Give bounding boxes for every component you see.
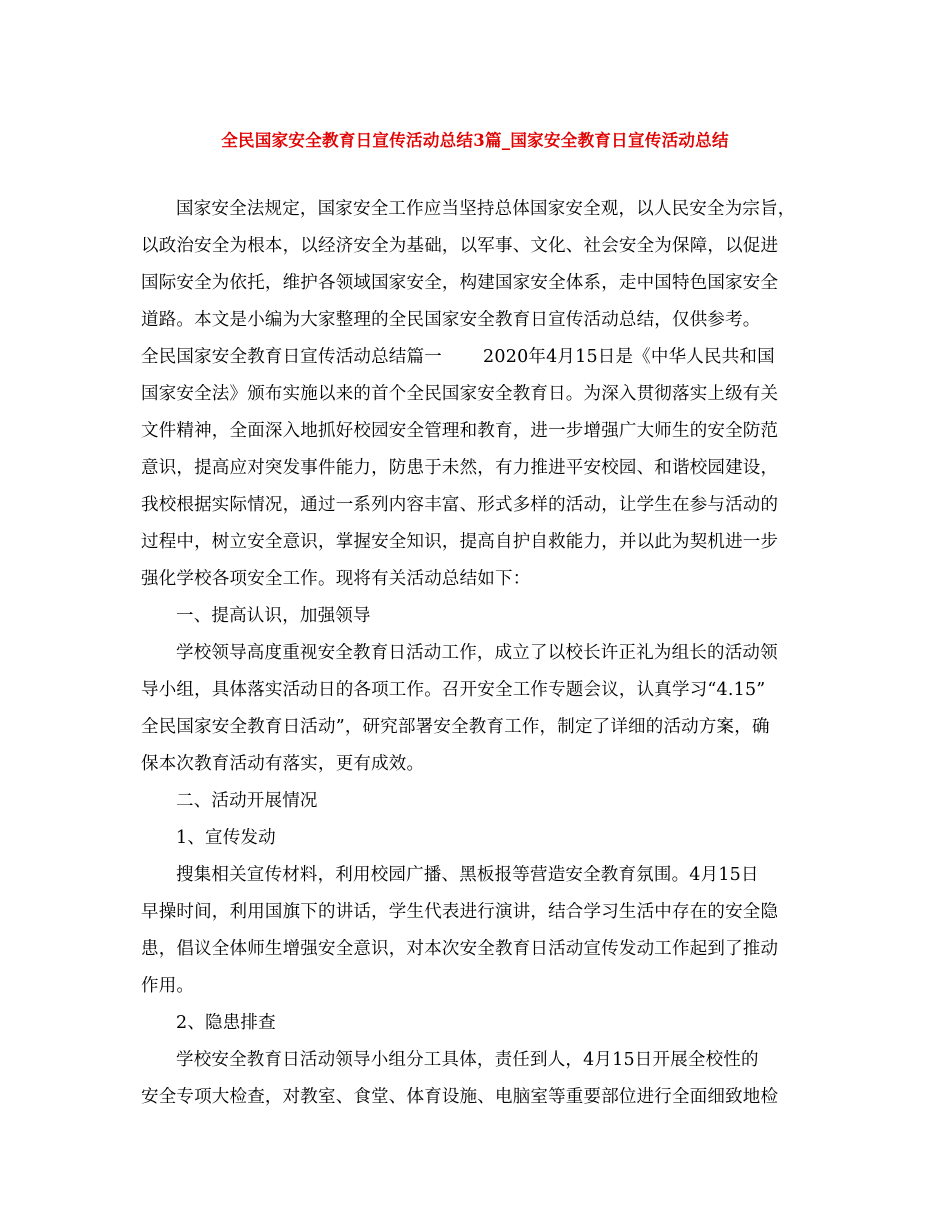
paragraph-line: 患，倡议全体师生增强安全意识，对本次安全教育日活动宣传发动工作起到了推动 — [141, 939, 779, 959]
paragraph-line: 作用。 — [141, 976, 195, 996]
subheading: 1、宣传发动 — [176, 828, 276, 848]
paragraph-line: 强化学校各项安全工作。现将有关活动总结如下： — [141, 569, 531, 589]
paragraph-line: 我校根据实际情况，通过一系列内容丰富、形式多样的活动，让学生在参与活动的 — [141, 495, 779, 515]
paragraph-line: 文件精神，全面深入地抓好校园安全管理和教育，进一步增强广大师生的安全防范 — [141, 421, 779, 441]
paragraph-line: 早操时间，利用国旗下的讲话，学生代表进行演讲，结合学习生活中存在的安全隐 — [141, 902, 779, 922]
subheading: 2、隐患排查 — [176, 1013, 276, 1033]
paragraph-line: 国际安全为依托，维护各领域国家安全，构建国家安全体系，走中国特色国家安全 — [141, 273, 779, 293]
paragraph-line: 以政治安全为根本，以经济安全为基础，以军事、文化、社会安全为保障，以促进 — [141, 236, 779, 256]
paragraph-line: 搜集相关宣传材料，利用校园广播、黑板报等营造安全教育氛围。4月15日 — [176, 865, 759, 885]
paragraph-line: 国家安全法》颁布实施以来的首个全民国家安全教育日。为深入贯彻落实上级有关 — [141, 384, 779, 404]
paragraph-line: 学校安全教育日活动领导小组分工具体，责任到人，4月15日开展全校性的 — [176, 1050, 759, 1070]
paragraph-line: 国家安全法规定，国家安全工作应当坚持总体国家安全观，以人民安全为宗旨， — [176, 199, 796, 219]
paragraph-line: 道路。本文是小编为大家整理的全民国家安全教育日宣传活动总结，仅供参考。 — [141, 310, 761, 330]
document-title: 全民国家安全教育日宣传活动总结3篇_国家安全教育日宣传活动总结 — [221, 131, 729, 150]
subheading: 一、提高认识，加强领导 — [176, 606, 371, 626]
paragraph-line: 过程中，树立安全意识，掌握安全知识，提高自护自救能力，并以此为契机进一步 — [141, 532, 779, 552]
section-heading-line: 全民国家安全教育日宣传活动总结篇一 2020年4月15日是《中华人民共和国 — [141, 347, 775, 367]
paragraph-line: 保本次教育活动有落实，更有成效。 — [141, 754, 425, 774]
paragraph-line: 意识，提高应对突发事件能力，防患于未然，有力推进平安校园、和谐校园建设， — [141, 458, 779, 478]
paragraph-line: 全民国家安全教育日活动”，研究部署安全教育工作，制定了详细的活动方案，确 — [141, 717, 770, 737]
paragraph-line: 安全专项大检查，对教室、食堂、体育设施、电脑室等重要部位进行全面细致地检 — [141, 1087, 779, 1107]
paragraph-line: 导小组，具体落实活动日的各项工作。召开安全工作专题会议，认真学习“4.15” — [141, 680, 766, 700]
paragraph-line: 学校领导高度重视安全教育日活动工作，成立了以校长许正礼为组长的活动领 — [176, 643, 778, 663]
subheading: 二、活动开展情况 — [176, 791, 318, 811]
